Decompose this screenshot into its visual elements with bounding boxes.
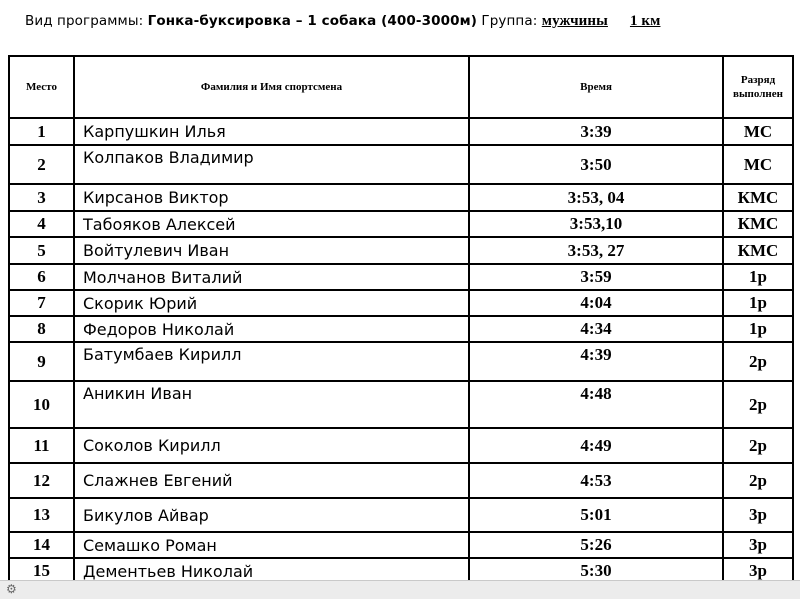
rank-cell: МС [723, 118, 793, 145]
time-cell: 3:50 [469, 145, 723, 184]
program-value: Гонка-буксировка – 1 собака (400-3000м) [147, 13, 477, 29]
rank-cell: 2р [723, 381, 793, 428]
time-cell: 4:04 [469, 290, 723, 316]
table-row [9, 184, 793, 211]
header-name: Фамилия и Имя спортсмена [74, 56, 469, 118]
time-cell: 3:39 [469, 118, 723, 145]
header-time: Время [469, 56, 723, 118]
time-cell: 4:53 [469, 463, 723, 498]
group-label: Группа: [481, 13, 538, 29]
time-cell: 4:39 [469, 342, 723, 381]
time-cell: 5:26 [469, 532, 723, 558]
table-row [9, 342, 793, 381]
results-table [8, 55, 794, 585]
rank-cell: 2р [723, 428, 793, 463]
name-cell: Карпушкин Илья [74, 118, 469, 145]
place-cell: 15 [9, 558, 74, 584]
name-cell: Молчанов Виталий [74, 264, 469, 290]
bottom-toolbar [0, 580, 800, 599]
table-header-row [9, 56, 793, 118]
program-label: Вид программы: [25, 13, 144, 29]
group-distance: 1 км [629, 13, 661, 29]
time-cell: 5:01 [469, 498, 723, 532]
table-row [9, 428, 793, 463]
rank-cell: 3р [723, 558, 793, 584]
rank-cell: 3р [723, 532, 793, 558]
table-row [9, 532, 793, 558]
rank-cell: 3р [723, 498, 793, 532]
name-cell: Семашко Роман [74, 532, 469, 558]
name-cell: Колпаков Владимир [74, 145, 469, 184]
place-cell: 1 [9, 118, 74, 145]
place-cell: 11 [9, 428, 74, 463]
time-cell: 3:53, 27 [469, 237, 723, 264]
place-cell: 4 [9, 211, 74, 237]
table-row [9, 290, 793, 316]
document-header [25, 13, 660, 30]
table-row [9, 498, 793, 532]
rank-cell: 1р [723, 264, 793, 290]
name-cell: Кирсанов Виктор [74, 184, 469, 211]
name-cell: Табояков Алексей [74, 211, 469, 237]
name-cell: Соколов Кирилл [74, 428, 469, 463]
time-cell: 3:59 [469, 264, 723, 290]
table-row [9, 316, 793, 342]
header-rank: Разряд выполнен [723, 56, 793, 118]
table-row [9, 211, 793, 237]
name-cell: Бикулов Айвар [74, 498, 469, 532]
place-cell: 3 [9, 184, 74, 211]
table-row [9, 463, 793, 498]
rank-cell: 2р [723, 342, 793, 381]
place-cell: 12 [9, 463, 74, 498]
time-cell: 4:49 [469, 428, 723, 463]
time-cell: 4:48 [469, 381, 723, 428]
place-cell: 10 [9, 381, 74, 428]
place-cell: 7 [9, 290, 74, 316]
place-cell: 14 [9, 532, 74, 558]
place-cell: 2 [9, 145, 74, 184]
rank-cell: 1р [723, 316, 793, 342]
table-row [9, 264, 793, 290]
rank-cell: КМС [723, 237, 793, 264]
name-cell: Слажнев Евгений [74, 463, 469, 498]
group-value [542, 13, 661, 29]
rank-cell: 1р [723, 290, 793, 316]
header-place: Место [9, 56, 74, 118]
name-cell: Дементьев Николай [74, 558, 469, 584]
rank-cell: КМС [723, 211, 793, 237]
rank-cell: 2р [723, 463, 793, 498]
name-cell: Скорик Юрий [74, 290, 469, 316]
time-cell: 3:53,10 [469, 211, 723, 237]
name-cell: Федоров Николай [74, 316, 469, 342]
time-cell: 4:34 [469, 316, 723, 342]
name-cell: Аникин Иван [74, 381, 469, 428]
table-row [9, 145, 793, 184]
name-cell: Войтулевич Иван [74, 237, 469, 264]
place-cell: 6 [9, 264, 74, 290]
app-icon[interactable]: ⚙ [6, 582, 17, 596]
place-cell: 13 [9, 498, 74, 532]
table-row [9, 118, 793, 145]
place-cell: 9 [9, 342, 74, 381]
place-cell: 5 [9, 237, 74, 264]
place-cell: 8 [9, 316, 74, 342]
table-row [9, 237, 793, 264]
time-cell: 3:53, 04 [469, 184, 723, 211]
time-cell: 5:30 [469, 558, 723, 584]
group-name: мужчины [541, 13, 608, 29]
rank-cell: КМС [723, 184, 793, 211]
rank-cell: МС [723, 145, 793, 184]
name-cell: Батумбаев Кирилл [74, 342, 469, 381]
table-row [9, 381, 793, 428]
